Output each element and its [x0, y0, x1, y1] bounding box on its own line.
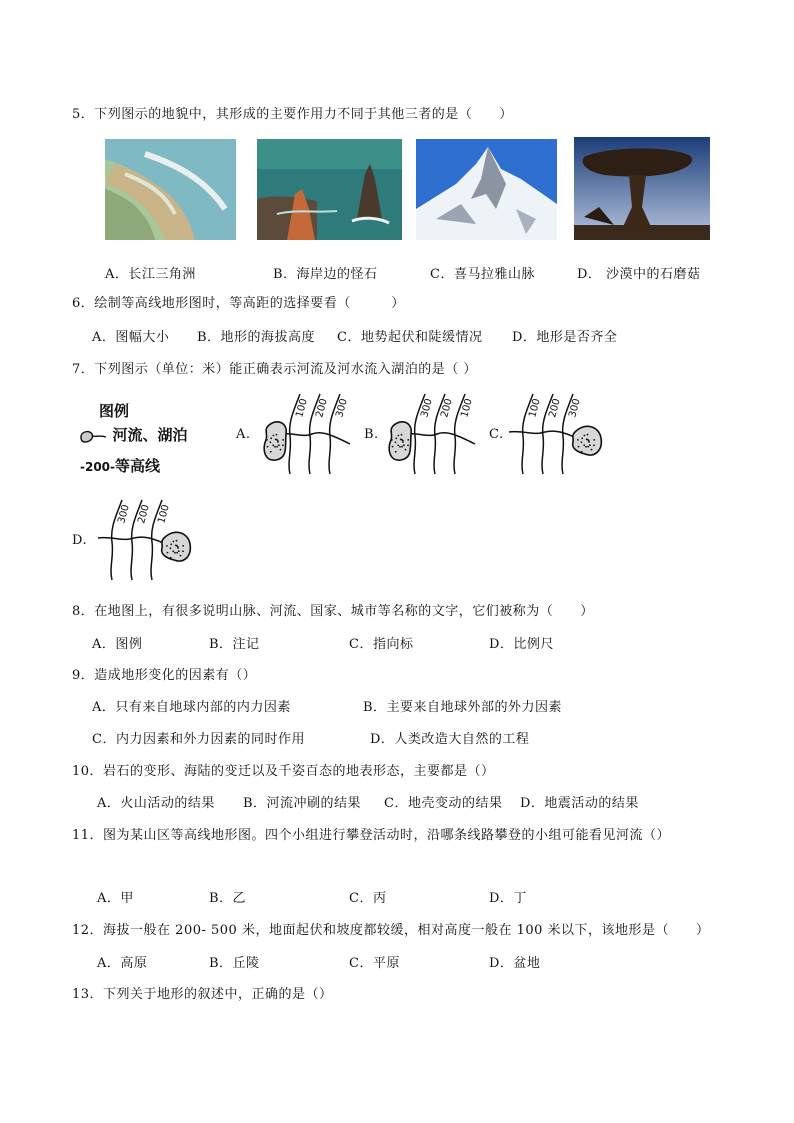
question-5-option-b[interactable]: B．海岸边的怪石: [273, 267, 378, 282]
lake-stipple-dot: [407, 439, 409, 441]
lake-stipple-dot: [170, 557, 172, 559]
legend-river-label: 河流、湖泊: [112, 426, 188, 444]
lake-stipple-dot: [175, 545, 177, 547]
diagram-b-label[interactable]: B.: [364, 427, 379, 442]
lake-stipple-dot: [278, 444, 280, 446]
question-12-stem: 12．海拔一般在 200- 500 米，地面起伏和坡度都较缓，相对高度一般在 100 米以下，该地形是（ ）: [72, 923, 710, 938]
lake-stipple-dot: [174, 552, 176, 554]
lake-stipple-dot: [400, 439, 402, 441]
question-6-option-a[interactable]: A．图幅大小: [92, 330, 170, 345]
question-5-option-c[interactable]: C．喜马拉雅山脉: [430, 267, 535, 282]
lake-stipple-dot: [391, 439, 393, 441]
lake-stipple-dot: [587, 446, 589, 448]
photo-mushroom-rock: [574, 137, 710, 240]
lake-stipple-dot: [581, 451, 583, 453]
question-9-option-d[interactable]: D．人类改造大自然的工程: [370, 732, 530, 747]
question-6-stem: 6．绘制等高线地形图时，等高距的选择要看（ ）: [72, 296, 405, 311]
lake-stipple-dot: [270, 441, 272, 443]
contour-label: 100: [156, 503, 172, 525]
question-9-option-c[interactable]: C．内力因素和外力因素的同时作用: [92, 732, 305, 747]
question-5-option-d[interactable]: D． 沙漠中的石磨菇: [577, 267, 701, 282]
lake-stipple-dot: [587, 434, 589, 436]
lake-stipple-dot: [405, 449, 407, 451]
contour-label: 100: [459, 397, 475, 419]
lake-stipple-dot: [182, 550, 184, 552]
lake-stipple-dot: [578, 446, 580, 448]
lake-stipple-dot: [267, 446, 269, 448]
contour-label: 100: [294, 397, 310, 419]
legend-river-row: [78, 424, 188, 446]
lake-shape: [573, 426, 602, 455]
legend-contour-row: [80, 455, 160, 476]
question-10-option-b[interactable]: B．河流冲刷的结果: [243, 796, 362, 811]
question-11-stem: 11．图为某山区等高线地形图。四个小组进行攀登活动时，沿哪条线路攀登的小组可能看见河流（）: [72, 828, 671, 843]
lake-stipple-dot: [591, 449, 593, 451]
question-11-option-b[interactable]: B．乙: [209, 891, 247, 906]
photo-himalaya: [416, 139, 557, 240]
lake-stipple-dot: [273, 435, 275, 437]
lake-stipple-dot: [280, 449, 282, 451]
lake-stipple-dot: [585, 446, 587, 448]
lake-stipple-dot: [275, 439, 277, 441]
contour-label: 100: [527, 397, 543, 419]
question-10-option-d[interactable]: D．地震活动的结果: [520, 796, 639, 811]
question-9-option-b[interactable]: B．主要来自地球外部的外力因素: [363, 700, 563, 715]
lake-stipple-dot: [395, 451, 397, 453]
question-8-option-c[interactable]: C．指向标: [349, 637, 414, 652]
lake-stipple-dot: [172, 550, 174, 552]
lake-stipple-dot: [170, 547, 172, 549]
lake-stipple-dot: [173, 541, 175, 543]
lake-stipple-dot: [178, 550, 180, 552]
contour-diagram-b[interactable]: [383, 392, 483, 476]
legend-contour-number: -200-: [80, 460, 116, 474]
lake-stipple-dot: [403, 444, 405, 446]
lake-stipple-dot: [176, 552, 178, 554]
lake-stipple-dot: [274, 446, 276, 448]
legend-title: 图例: [99, 402, 130, 420]
lake-stipple-dot: [392, 446, 394, 448]
question-11-option-a[interactable]: A．甲: [97, 891, 134, 906]
question-9-option-a[interactable]: A．只有来自地球内部的内力因素: [92, 700, 291, 715]
lake-stipple-dot: [166, 545, 168, 547]
diagram-c-label[interactable]: C.: [489, 427, 504, 442]
lake-stipple-dot: [593, 444, 595, 446]
lake-stipple-dot: [182, 545, 184, 547]
question-7-stem: 7．下列图示（单位：米）能正确表示河流及河水流入湖泊的是（ ）: [72, 362, 477, 377]
photo-yangtze-delta: [105, 139, 236, 240]
lake-stipple-dot: [398, 435, 400, 437]
lake-stipple-dot: [401, 446, 403, 448]
lake-shape: [264, 422, 286, 460]
lake-stipple-dot: [577, 439, 579, 441]
photo-coastal-rocks: [257, 139, 402, 240]
contour-label: 300: [116, 503, 132, 525]
diagram-a-label[interactable]: A.: [236, 427, 251, 442]
contour-label: 300: [567, 397, 583, 419]
contour-diagram-c[interactable]: [505, 392, 605, 476]
lake-stipple-dot: [581, 441, 583, 443]
lake-stipple-dot: [395, 441, 397, 443]
question-12-option-b[interactable]: B．丘陵: [209, 956, 260, 971]
lake-stipple-dot: [581, 437, 583, 439]
question-5-option-a[interactable]: A．长江三角洲: [105, 267, 196, 282]
question-6-option-b[interactable]: B．地形的海拔高度: [197, 330, 316, 345]
lake-stipple-dot: [586, 439, 588, 441]
lake-stipple-dot: [167, 552, 169, 554]
question-5-stem: 5．下列图示的地貌中，其形成的主要作用力不同于其他三者的是（ ）: [72, 107, 513, 122]
lake-stipple-dot: [276, 446, 278, 448]
lake-stipple-dot: [276, 434, 278, 436]
lake-stipple-dot: [401, 434, 403, 436]
contour-label: 200: [314, 397, 330, 419]
lake-stipple-dot: [272, 444, 274, 446]
lake-stipple-dot: [407, 444, 409, 446]
lake-stipple-dot: [176, 540, 178, 542]
lake-stipple-dot: [583, 444, 585, 446]
contour-label: 300: [334, 397, 350, 419]
contour-label: 200: [547, 397, 563, 419]
contour-diagram-d[interactable]: [94, 498, 194, 582]
question-6-option-c[interactable]: C．地势起伏和陡缓情况: [337, 330, 483, 345]
lake-stipple-dot: [170, 543, 172, 545]
lake-stipple-dot: [397, 444, 399, 446]
question-10-option-c[interactable]: C．地壳变动的结果: [384, 796, 503, 811]
lake-stipple-dot: [180, 555, 182, 557]
question-12-option-d[interactable]: D．盆地: [489, 956, 541, 971]
lake-stipple-dot: [282, 444, 284, 446]
contour-label: 200: [136, 503, 152, 525]
question-6-option-d[interactable]: D．地形是否齐全: [512, 330, 618, 345]
lake-stipple-dot: [270, 437, 272, 439]
question-11-option-d[interactable]: D．丁: [489, 891, 527, 906]
question-13-stem: 13．下列关于地形的叙述中，正确的是（）: [72, 987, 333, 1002]
contour-label: 300: [419, 397, 435, 419]
lake-stipple-dot: [266, 439, 268, 441]
question-8-option-a[interactable]: A．图例: [92, 637, 143, 652]
question-12-option-c[interactable]: C．平原: [349, 956, 400, 971]
question-12-option-a[interactable]: A．高原: [97, 956, 148, 971]
diagram-d-label[interactable]: D.: [72, 533, 88, 548]
contour-label: 200: [439, 397, 455, 419]
lake-stipple-dot: [395, 437, 397, 439]
legend-contour-label: 等高线: [115, 457, 161, 475]
question-8-stem: 8．在地图上，有很多说明山脉、河流、国家、城市等名称的文字，它们被称为（ ）: [72, 604, 594, 619]
question-9-stem: 9．造成地形变化的因素有（）: [72, 668, 257, 683]
lake-stipple-dot: [399, 446, 401, 448]
lake-stipple-dot: [589, 444, 591, 446]
question-8-option-d[interactable]: D．比例尺: [489, 637, 554, 652]
river-lake-symbol-icon: [78, 428, 108, 446]
contour-diagram-a[interactable]: [258, 392, 358, 476]
question-10-stem: 10．岩石的变形、海陆的变迁以及千姿百态的地表形态，主要都是（）: [72, 764, 495, 779]
question-8-option-b[interactable]: B．注记: [209, 637, 260, 652]
lake-stipple-dot: [584, 435, 586, 437]
question-10-option-a[interactable]: A．火山活动的结果: [97, 796, 215, 811]
lake-stipple-dot: [593, 439, 595, 441]
lake-stipple-dot: [282, 439, 284, 441]
lake-shape: [162, 532, 191, 561]
lake-stipple-dot: [270, 451, 272, 453]
question-11-option-c[interactable]: C．丙: [349, 891, 387, 906]
lake-shape: [389, 422, 411, 460]
